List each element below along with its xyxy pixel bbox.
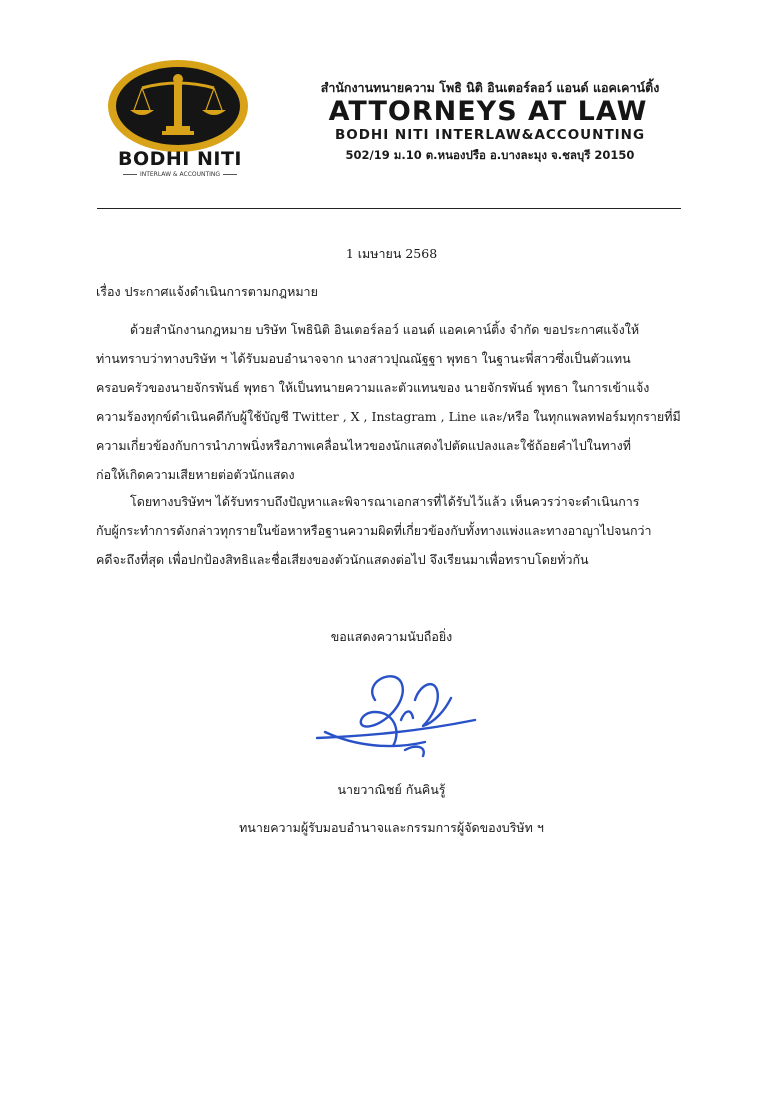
letter-subject: เรื่อง ประกาศแจ้งดำเนินการตามกฎหมาย xyxy=(96,284,318,299)
paragraph-line: ด้วยสำนักงานกฎหมาย บริษัท โพธินิติ อินเตอร์ลอว์ แอนด์ แอคเคาน์ติ้ง จำกัด ขอประกาศแจ้งให้ xyxy=(130,322,640,337)
paragraph-line: ท่านทราบว่าทางบริษัท ฯ ได้รับมอบอำนาจจาก นางสาวปุณณัฐฐา พุทธา ในฐานะพี่สาวซึ่งเป็นตัวแทน xyxy=(96,351,631,366)
signer-title: ทนายความผู้รับมอบอำนาจและกรรมการผู้จัดของบริษัท ฯ xyxy=(239,820,544,835)
firm-english-name: BODHI NITI INTERLAW&ACCOUNTING xyxy=(334,127,646,143)
letterhead-title: ATTORNEYS AT LAW xyxy=(328,96,648,127)
paragraph-2 xyxy=(96,487,692,574)
logo-name: BODHI NITI xyxy=(118,148,242,170)
logo-subtitle: INTERLAW & ACCOUNTING xyxy=(100,171,260,178)
signature-image xyxy=(305,660,485,765)
paragraph-line: โดยทางบริษัทฯ ได้รับทราบถึงปัญหาและพิจารณาเอกสารที่ได้รับไว้แล้ว เห็นควรว่าจะดำเนินการ xyxy=(130,494,640,509)
company-logo xyxy=(100,60,260,180)
closing-salutation: ขอแสดงความนับถือยิ่ง xyxy=(330,629,453,644)
signer-name: นายวาณิชย์ กันคินรู้ xyxy=(337,782,446,797)
paragraph-line: ความเกี่ยวข้องกับการนำภาพนิ่งหรือภาพเคลื่อนไหวของนักแสดงไปตัดแปลงและใช้ถ้อยคำไปในทางที่ xyxy=(96,438,632,453)
firm-thai-name: สำนักงานทนายความ โพธิ นิติ อินเตอร์ลอว์ แอนด์ แอคเคาน์ติ้ง xyxy=(320,80,660,95)
firm-address: 502/19 ม.10 ต.หนองปรือ อ.บางละมุง จ.ชลบุรี 20150 xyxy=(345,148,635,162)
paragraph-1 xyxy=(96,315,692,489)
paragraph-line: ครอบครัวของนายจักรพันธ์ พุทธา ให้เป็นทนายความและตัวแทนของ นายจักรพันธ์ พุทธา ในการเข้าแจ้ง xyxy=(96,380,650,395)
paragraph-line: ความร้องทุกข์ดำเนินคดีกับผู้ใช้บัญชี Twitter , X , Instagram , Line และ/หรือ ในทุกแพลทฟอร์มทุกรายที่มี xyxy=(96,409,681,424)
header-divider xyxy=(97,208,681,209)
logo-oval xyxy=(108,60,248,152)
paragraph-line: ก่อให้เกิดความเสียหายต่อตัวนักแสดง xyxy=(96,467,295,482)
scales-of-justice-icon xyxy=(108,60,248,152)
paragraph-line: คดีจะถึงที่สุด เพื่อปกป้องสิทธิและชื่อเสียงของตัวนักแสดงต่อไป จึงเรียนมาเพื่อทราบโดยทั่วกัน xyxy=(96,552,589,567)
paragraph-line: กับผู้กระทำการดังกล่าวทุกรายในข้อหาหรือฐานความผิดที่เกี่ยวข้องกับทั้งทางแพ่งและทางอาญาไปจนกว่า xyxy=(96,523,652,538)
letter-date: 1 เมษายน 2568 xyxy=(345,246,438,261)
